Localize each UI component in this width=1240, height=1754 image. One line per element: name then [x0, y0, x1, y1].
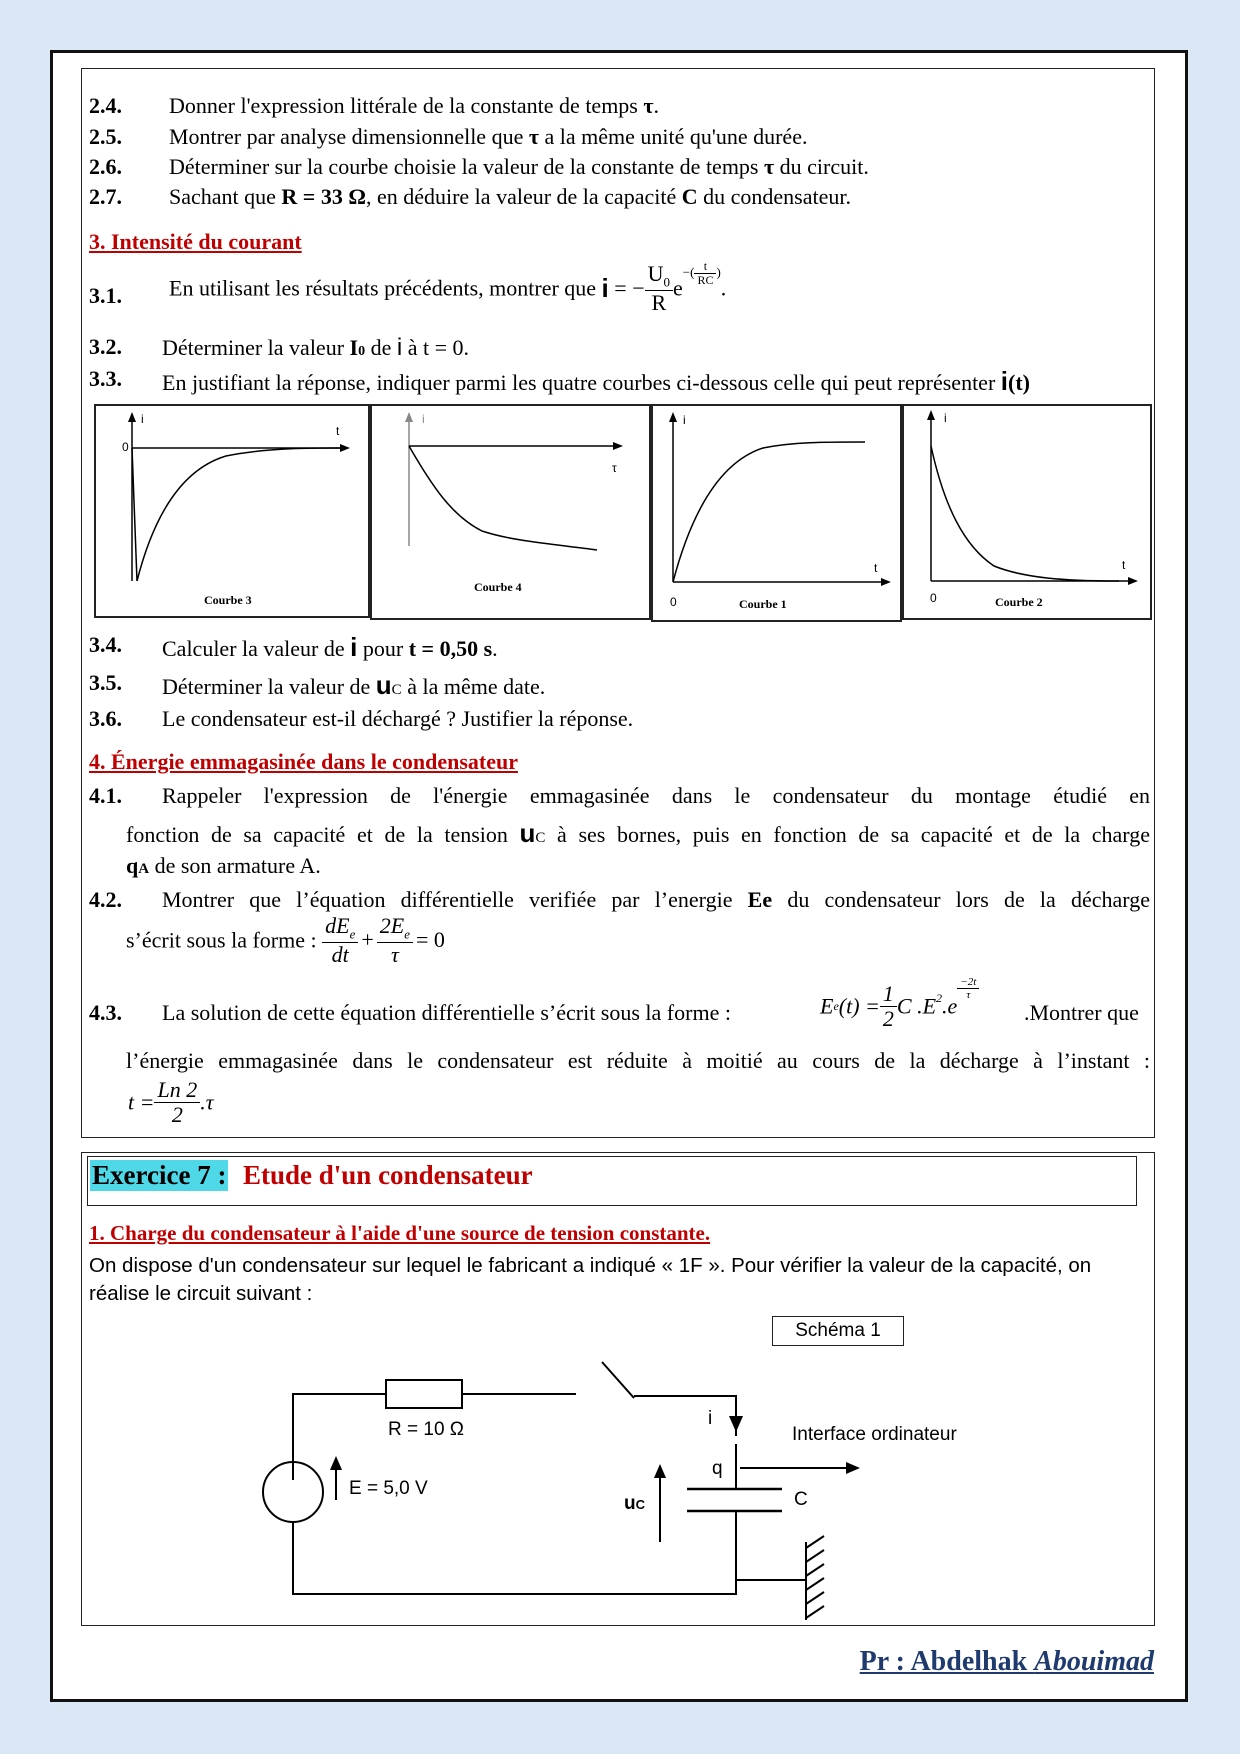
question-4-1-line3: qA de son armature A.: [126, 853, 321, 878]
y-axis-label: i: [422, 412, 425, 426]
question-2-5: 2.5. Montrer par analyse dimensionnelle que τ a la même unité qu'une durée.: [89, 124, 808, 149]
question-3-4: 3.4. Calculer la valeur de i pour t = 0,50 s.: [89, 632, 498, 662]
question-4-1-number: 4.1.: [89, 783, 122, 808]
question-3-1-text: En utilisant les résultats précédents, montrer que i = − $\frac{U_0}{R}$ e−( $\frac{t}{RC}$ ).: [169, 259, 727, 315]
current-arrow: [729, 1416, 743, 1432]
origin-label: 0: [122, 440, 129, 454]
graph-caption: Courbe 1: [739, 597, 787, 611]
question-4-3-line2: l’énergie emmagasinée dans le condensateur est réduite à moitié au cours de la décharge à l’instant :: [126, 1048, 1150, 1073]
graph-caption: Courbe 4: [474, 580, 522, 594]
question-3-5: 3.5. Déterminer la valeur de uC à la même date.: [89, 670, 546, 700]
voltage-arrow-e: [330, 1456, 342, 1470]
interface-label: Interface ordinateur: [792, 1424, 957, 1445]
capacitor-label: C: [794, 1489, 808, 1510]
question-4-2-equation: s’écrit sous la forme : $\frac{dE_e}{dt}$ + $\frac{2E_e}{\tau}$ = 0: [126, 913, 445, 967]
question-3-6: 3.6. Le condensateur est-il déchargé ? Justifier la réponse.: [89, 706, 634, 731]
author-signature: Pr : Abdelhak Abouimad: [859, 1646, 1154, 1677]
question-2-4: 2.4. Donner l'expression littérale de la constante de temps τ.: [89, 93, 660, 118]
source-label: E = 5,0 V: [349, 1478, 428, 1499]
x-axis-label: t: [336, 424, 340, 438]
question-4-1-line2: fonction de sa capacité et de la tension uC à ses bornes, puis en fonction de sa capacité et de la charge: [126, 818, 1150, 848]
graph-caption: Courbe 2: [995, 595, 1043, 609]
question-3-2: 3.2. Déterminer la valeur I0 de i à t = 0.: [89, 334, 469, 361]
exercise-title: Etude d'un condensateur: [243, 1160, 533, 1190]
question-2-6: 2.6. Déterminer sur la courbe choisie la valeur de la constante de temps τ du circuit.: [89, 154, 869, 179]
x-axis-label: t: [1122, 558, 1126, 572]
y-axis-label: i: [683, 413, 686, 427]
current-label: i: [708, 1408, 713, 1429]
graph-caption: Courbe 3: [204, 593, 252, 607]
question-3-3: 3.3. En justifiant la réponse, indiquer parmi les quatre courbes ci-dessous celle qui peut représenter i(t): [89, 366, 1030, 396]
y-axis-label: i: [944, 411, 947, 425]
question-2-7: 2.7. Sachant que R = 33 Ω, en déduire la valeur de la capacité C du condensateur.: [89, 184, 851, 209]
question-4-3-after: .Montrer que: [1024, 1000, 1139, 1025]
schema-title: Schéma 1: [772, 1316, 904, 1346]
question-4-3-formula: Ee(t) = $\frac{1}{2}$ C $.E^2.e$ $\frac{-2t}{\tau}$: [820, 982, 979, 1042]
origin-label: 0: [670, 595, 677, 609]
section-1-heading: 1. Charge du condensateur à l'aide d'une source de tension constante.: [89, 1221, 711, 1245]
question-4-2-number: 4.2.: [89, 887, 122, 912]
question-4-3-text: La solution de cette équation différentielle s’écrit sous la forme :: [162, 1000, 731, 1025]
question-4-3-number: 4.3.: [89, 1000, 122, 1025]
resistor-label: R = 10 Ω: [388, 1419, 464, 1440]
question-4-2-line1: Montrer que l’équation différentielle verifiée par l’energie Ee du condensateur lors de la décharge: [162, 887, 1150, 912]
switch: [602, 1362, 634, 1398]
question-4-3-instant: t = $\frac{Ln 2}{2}$ .τ: [128, 1077, 214, 1128]
question-number: 2.7.: [89, 184, 122, 209]
x-axis-label: τ: [612, 461, 617, 475]
question-number: 2.4.: [89, 93, 122, 118]
charge-label: q: [712, 1458, 723, 1479]
origin-label: 0: [930, 591, 937, 605]
intro-line-1: On dispose d'un condensateur sur lequel le fabricant a indiqué « 1F ». Pour vérifier la valeur de la capacité, on: [89, 1254, 1092, 1277]
intro-line-2: réalise le circuit suivant :: [89, 1282, 313, 1305]
question-number: 2.5.: [89, 124, 122, 149]
interface-arrow: [846, 1462, 860, 1474]
voltage-arrow-uc: [654, 1464, 666, 1478]
uc-label: uC: [624, 1493, 645, 1514]
question-4-1-line1: Rappeler l'expression de l'énergie emmagasinée dans le condensateur du montage étudié en: [162, 783, 1150, 808]
exponent: −( $\frac{t}{RC}$ ): [682, 259, 721, 288]
y-axis-label: i: [141, 412, 144, 426]
question-3-1: 3.1.: [89, 283, 122, 308]
section-3-heading: 3. Intensité du courant: [89, 229, 302, 254]
x-axis-label: t: [874, 561, 878, 575]
section-4-heading: 4. Énergie emmagasinée dans le condensateur: [89, 749, 518, 774]
exercise-label: Exercice 7 :: [92, 1160, 227, 1190]
question-number: 2.6.: [89, 154, 122, 179]
resistor: [386, 1380, 462, 1408]
fraction-u0-over-r: $\frac{U_0}{R}$: [645, 262, 673, 315]
